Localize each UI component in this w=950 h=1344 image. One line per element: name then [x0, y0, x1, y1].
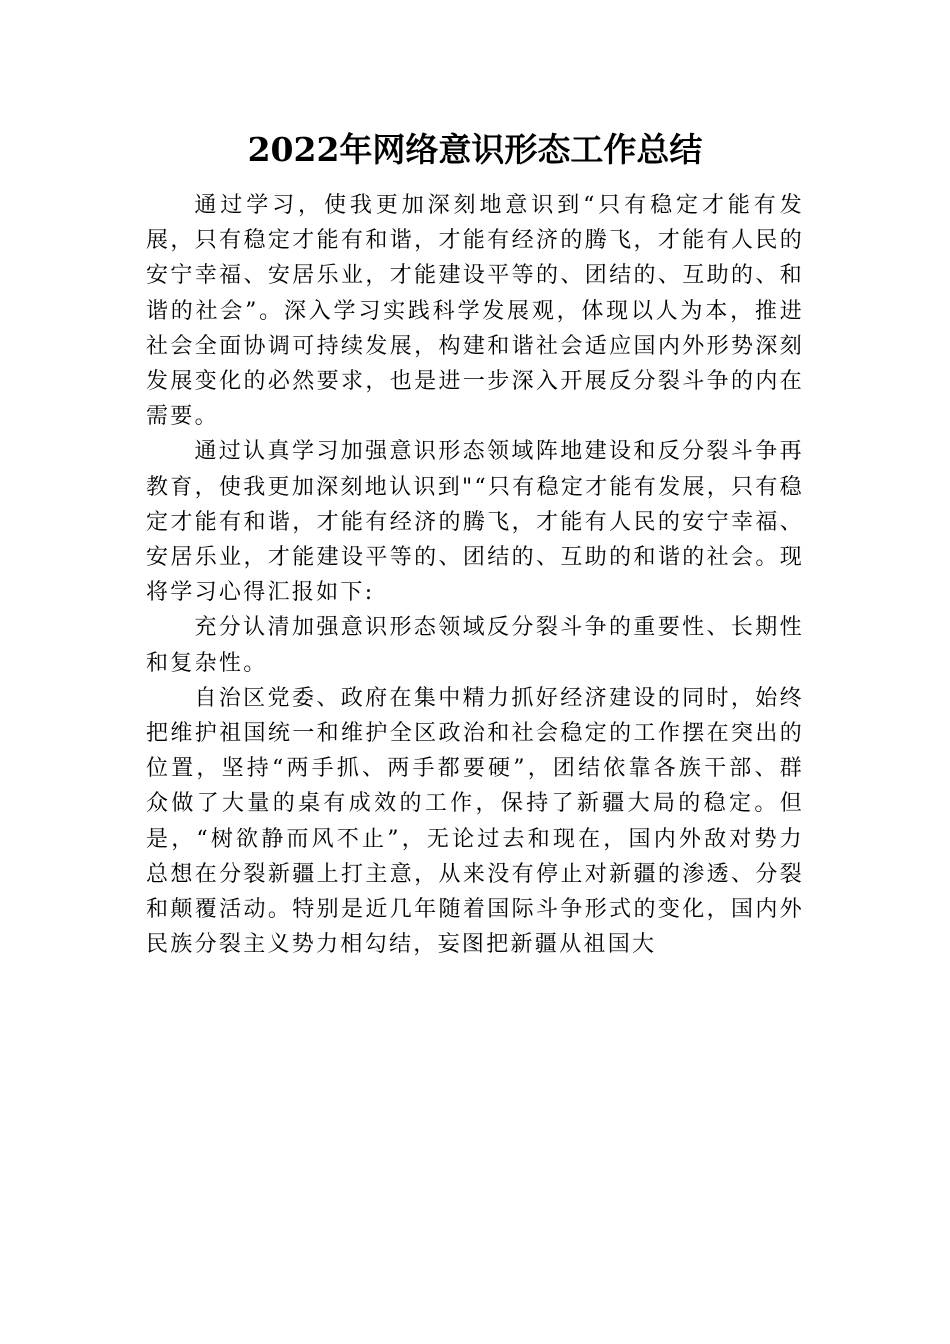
- paragraph-4: 自治区党委、政府在集中精力抓好经济建设的同时，始终把维护祖国统一和维护全区政治和社会稳定的工作摆在突出的位置，坚持“两手抓、两手都要硬”，团结依靠各族干部、群众做了大量的桌有成效的工作，保持了新疆大局的稳定。但是，“树欲静而风不止”，无论过去和现在，国内外敌对势力总想在分裂新疆上打主意，从来没有停止对新疆的渗透、分裂和颠覆活动。特别是近几年随着国际斗争形式的变化，国内外民族分裂主义势力相勾结，妄图把新疆从祖国大: [146, 685, 804, 958]
- paragraph-2: 通过认真学习加强意识形态领域阵地建设和反分裂斗争再教育，使我更加深刻地认识到"“只有稳定才能有发展，只有稳定才能有和谐，才能有经济的腾飞，才能有人民的安宁幸福、安居乐业，才能建设平等的、团结的、互助的和谐的社会。现将学习心得汇报如下:: [146, 439, 804, 606]
- document-body: [146, 188, 804, 962]
- paragraph-1: 通过学习，使我更加深刻地意识到“只有稳定才能有发展，只有稳定才能有和谐，才能有经济的腾飞，才能有人民的安宁幸福、安居乐业，才能建设平等的、团结的、互助的、和谐的社会”。深入学习实践科学发展观，体现以人为本，推进社会全面协调可持续发展，构建和谐社会适应国内外形势深刻发展变化的必然要求，也是进一步深入开展反分裂斗争的内在需要。: [146, 193, 804, 430]
- paragraph-3: 充分认清加强意识形态领域反分裂斗争的重要性、长期性和复杂性。: [146, 615, 804, 676]
- document-title: 2022年网络意识形态工作总结: [247, 130, 703, 169]
